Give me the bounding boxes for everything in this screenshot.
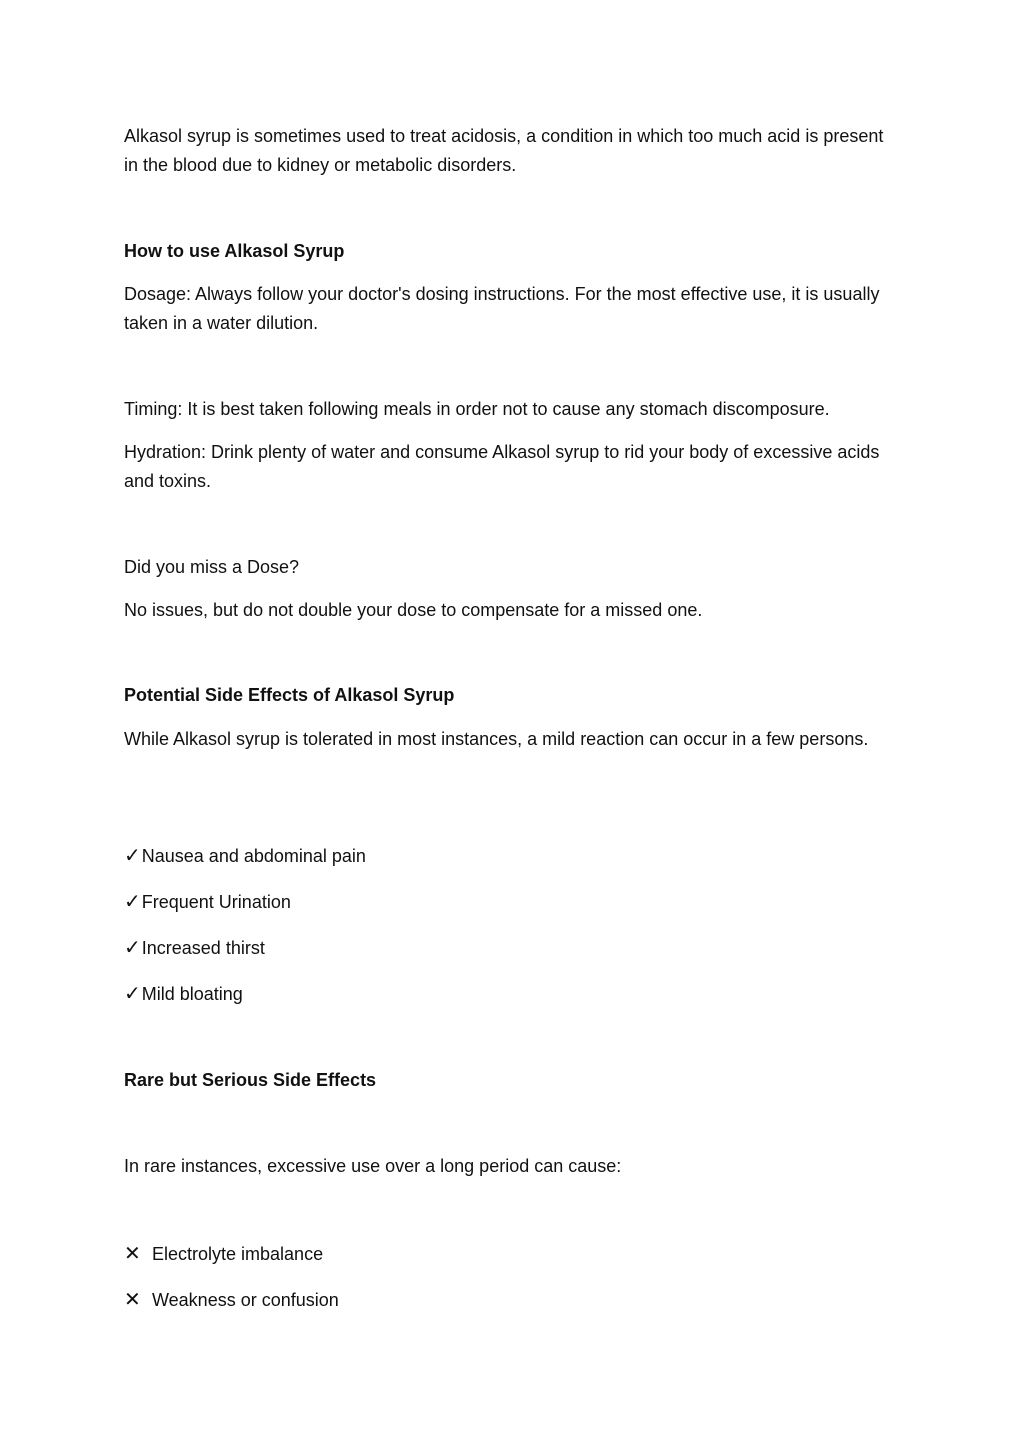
- side-effect-label: Mild bloating: [141, 984, 243, 1004]
- list-item: [124, 888, 884, 917]
- list-item: [124, 842, 884, 871]
- serious-effect-label: Electrolyte imbalance: [152, 1244, 324, 1264]
- side-effect-label: Frequent Urination: [141, 892, 291, 912]
- check-icon: ✓: [124, 891, 141, 913]
- timing-paragraph: Timing: It is best taken following meals in order not to cause any stomach discomposure.: [124, 399, 830, 419]
- check-icon: ✓: [124, 983, 141, 1005]
- missed-dose-answer: No issues, but do not double your dose to compensate for a missed one.: [124, 600, 703, 620]
- serious-effect-label: Weakness or confusion: [152, 1290, 339, 1310]
- serious-intro: In rare instances, excessive use over a long period can cause:: [124, 1156, 622, 1176]
- side-effects-heading: Potential Side Effects of Alkasol Syrup: [124, 685, 455, 705]
- check-icon: ✓: [124, 845, 141, 867]
- intro-paragraph: Alkasol syrup is sometimes used to treat acidosis, a condition in which too much acid is present in the blood due to kidney or metabolic disorders.: [124, 126, 884, 175]
- list-item: [124, 1240, 884, 1269]
- list-item: [124, 1286, 884, 1315]
- cross-icon: ✕: [124, 1243, 141, 1265]
- dosage-paragraph: Dosage: Always follow your doctor's dosing instructions. For the most effective use, it is usually taken in a water dilution.: [124, 284, 880, 333]
- side-effects-intro: While Alkasol syrup is tolerated in most instances, a mild reaction can occur in a few persons.: [124, 729, 869, 749]
- list-item: [124, 980, 884, 1009]
- serious-heading: Rare but Serious Side Effects: [124, 1070, 377, 1090]
- hydration-paragraph: Hydration: Drink plenty of water and consume Alkasol syrup to rid your body of excessive acids and toxins.: [124, 442, 880, 491]
- how-to-use-heading: How to use Alkasol Syrup: [124, 241, 345, 261]
- side-effect-label: Increased thirst: [141, 938, 265, 958]
- cross-icon: ✕: [124, 1289, 141, 1311]
- list-item: [124, 934, 884, 963]
- side-effect-label: Nausea and abdominal pain: [141, 846, 366, 866]
- missed-dose-question: Did you miss a Dose?: [124, 557, 300, 577]
- check-icon: ✓: [124, 937, 141, 959]
